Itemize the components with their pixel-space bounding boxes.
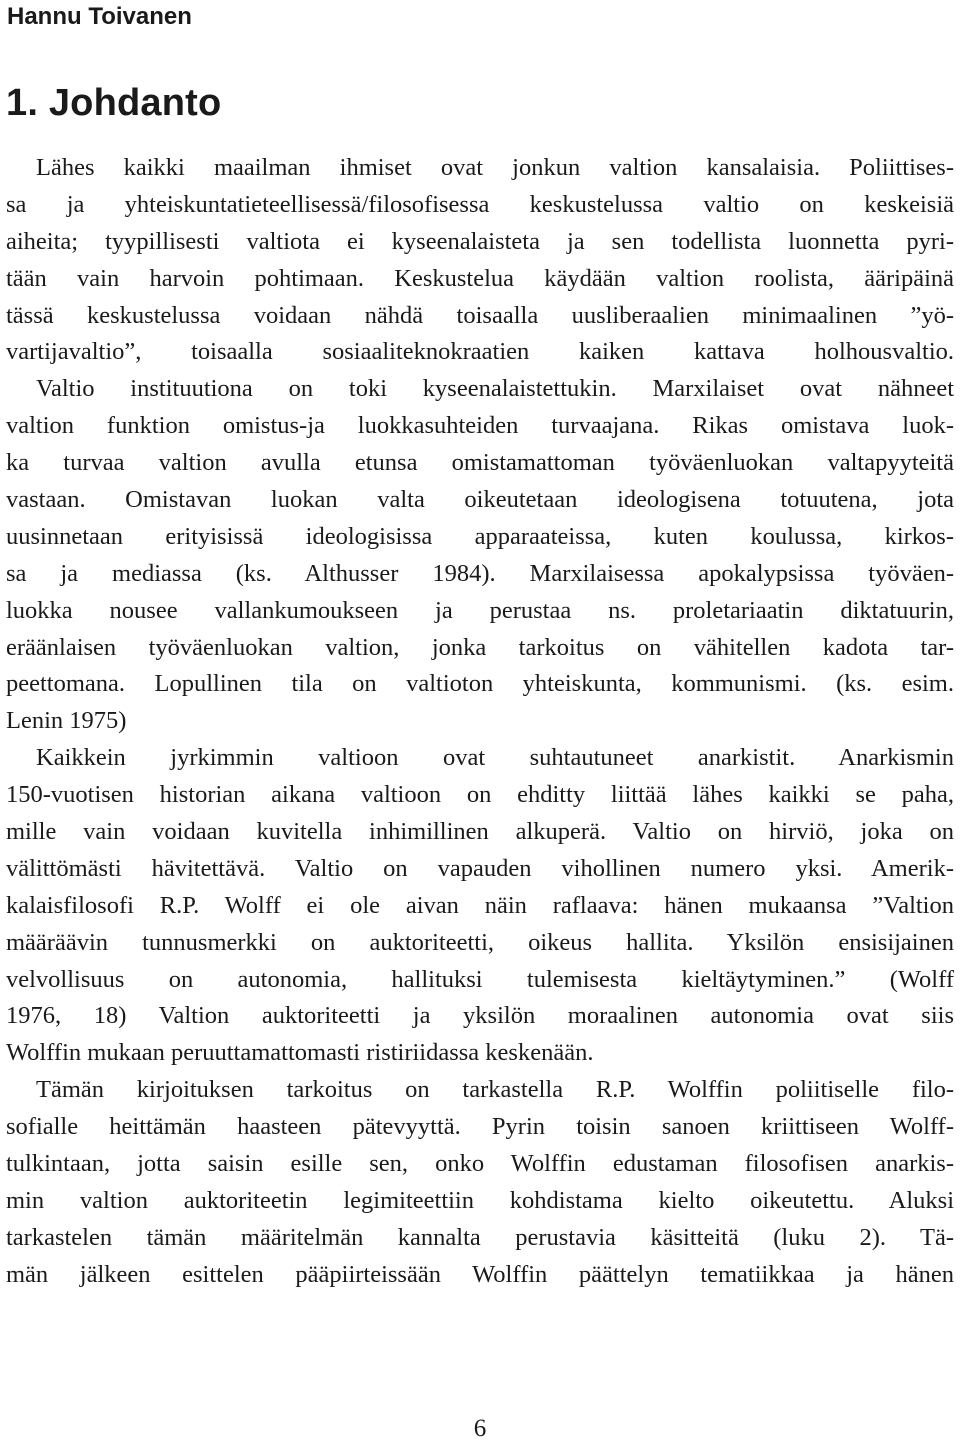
text-line: tulkintaan, jotta saisin esille sen, onko Wolffin edustaman filosofisen anarkis- <box>6 1150 954 1178</box>
text-line: män jälkeen esittelen pääpiirteissään Wolffin päättelyn tematiikkaa ja hänen <box>6 1260 954 1288</box>
text-line: tarkastelen tämän määritelmän kannalta perustavia käsitteitä (luku 2). Tä- <box>6 1223 954 1251</box>
text-line: Valtio instituutiona on toki kyseenalaistettukin. Marxilaiset ovat nähneet <box>36 375 954 403</box>
body-text <box>6 150 954 1294</box>
text-line: Lenin 1975) <box>6 707 127 735</box>
text-line: sa ja yhteiskuntatieteellisessä/filosofisessa keskustelussa valtio on keskeisiä <box>6 190 954 218</box>
text-line: vartijavaltio”, toisaalla sosiaaliteknokraatien kaiken kattava holhousvaltio. <box>6 338 954 366</box>
text-line: aiheita; tyypillisesti valtiota ei kyseenalaisteta ja sen todellista luonnetta pyri- <box>6 227 954 255</box>
text-line: Tämän kirjoituksen tarkoitus on tarkastella R.P. Wolffin poliitiselle filo- <box>36 1076 954 1104</box>
text-line: 150-vuotisen historian aikana valtioon on ehditty liittää lähes kaikki se paha, <box>6 781 954 809</box>
text-line: 1976, 18) Valtion auktoriteetti ja yksilön moraalinen autonomia ovat siis <box>6 1002 954 1030</box>
text-line: välittömästi hävitettävä. Valtio on vapauden vihollinen numero yksi. Amerik- <box>6 854 954 882</box>
text-line: tässä keskustelussa voidaan nähdä toisaalla uusliberaalien minimaalinen ”yö- <box>6 301 954 329</box>
chapter-heading: 1. Johdanto <box>6 82 222 124</box>
text-line: luokka nousee vallankumoukseen ja perustaa ns. proletariaatin diktatuurin, <box>6 596 954 624</box>
page-number: 6 <box>473 1415 487 1442</box>
running-header-author: Hannu Toivanen <box>7 3 192 30</box>
text-line: Kaikkein jyrkimmin valtioon ovat suhtautuneet anarkistit. Anarkismin <box>36 744 954 772</box>
text-line: tään vain harvoin pohtimaan. Keskustelua käydään valtion roolista, ääripäinä <box>6 264 954 292</box>
text-line: kalaisfilosofi R.P. Wolff ei ole aivan näin raflaava: hänen mukaansa ”Valtion <box>6 891 954 919</box>
text-line: velvollisuus on autonomia, hallituksi tulemisesta kieltäytyminen.” (Wolff <box>6 965 954 993</box>
text-line: peettomana. Lopullinen tila on valtioton yhteiskunta, kommunismi. (ks. esim. <box>6 670 954 698</box>
text-line: vastaan. Omistavan luokan valta oikeutetaan ideologisena totuutena, jota <box>6 486 954 514</box>
text-line: uusinnetaan erityisissä ideologisissa apparaateissa, kuten koulussa, kirkos- <box>6 522 954 550</box>
text-line: mille vain voidaan kuvitella inhimillinen alkuperä. Valtio on hirviö, joka on <box>6 818 954 846</box>
text-line: min valtion auktoriteetin legimiteettiin kohdistama kielto oikeutettu. Aluksi <box>6 1186 954 1214</box>
text-line: eräänlaisen työväenluokan valtion, jonka tarkoitus on vähitellen kadota tar- <box>6 633 954 661</box>
text-line: ka turvaa valtion avulla etunsa omistamattoman työväenluokan valtapyyteitä <box>6 449 954 477</box>
text-line: sa ja mediassa (ks. Althusser 1984). Marxilaisessa apokalypsissa työväen- <box>6 559 954 587</box>
text-line: määräävin tunnusmerkki on auktoriteetti, oikeus hallita. Yksilön ensisijainen <box>6 928 954 956</box>
text-line: Lähes kaikki maailman ihmiset ovat jonkun valtion kansalaisia. Poliittises- <box>36 154 954 181</box>
document-page <box>6 0 954 1448</box>
text-line: Wolffin mukaan peruuttamattomasti ristiriidassa keskenään. <box>6 1039 594 1067</box>
text-line: valtion funktion omistus-ja luokkasuhteiden turvaajana. Rikas omistava luok- <box>6 412 954 440</box>
text-line: sofialle heittämän haasteen pätevyyttä. Pyrin toisin sanoen kriittiseen Wolff- <box>6 1113 954 1141</box>
